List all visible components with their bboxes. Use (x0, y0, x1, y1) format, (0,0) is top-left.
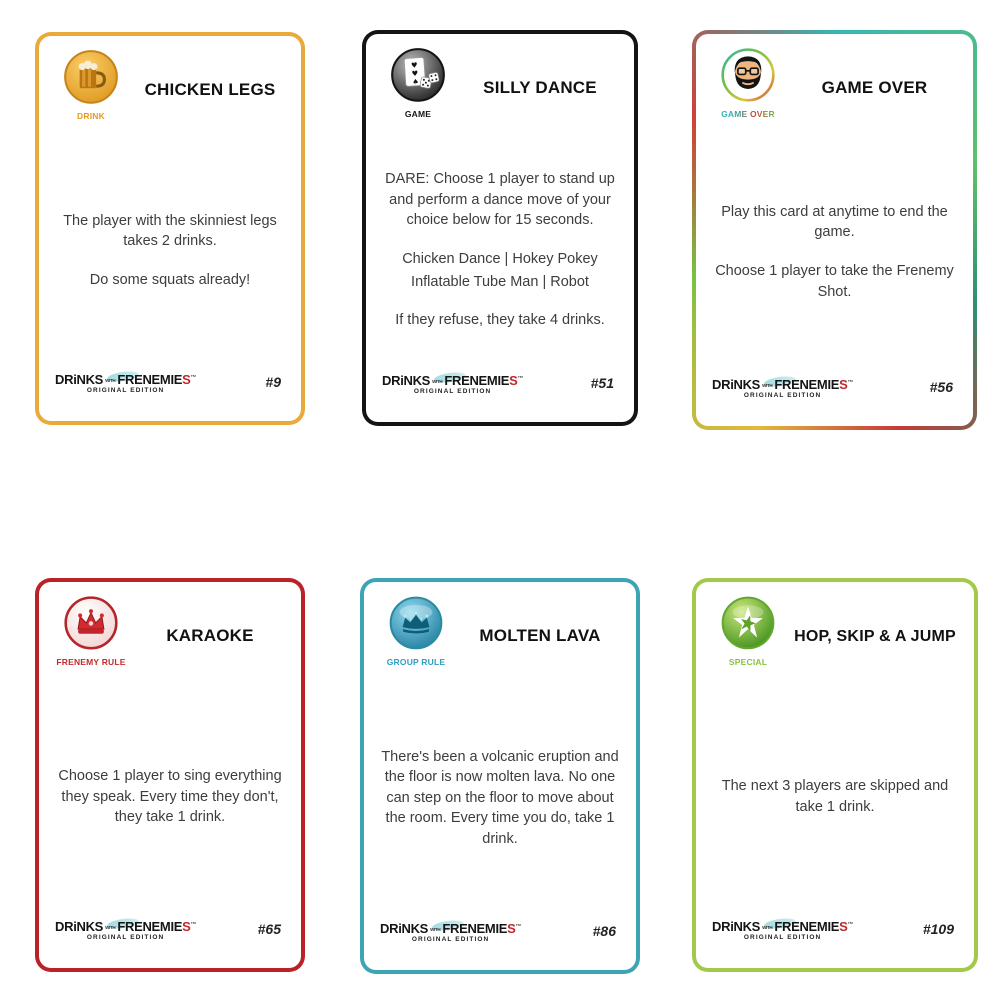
category-label: DRINK (77, 111, 105, 121)
card-footer (696, 364, 973, 426)
card-number: #9 (265, 374, 281, 390)
card-body-text: If they refuse, they take 4 drinks. (395, 312, 605, 329)
card-header (366, 34, 634, 146)
card-body (696, 146, 973, 364)
svg-text:♥: ♥ (410, 60, 418, 70)
card-karaoke (35, 578, 305, 972)
svg-text:♥: ♥ (411, 68, 419, 79)
card-body (39, 148, 301, 359)
category-label: GROUP RULE (386, 657, 446, 667)
card-silly-dance (362, 30, 638, 426)
green-star-icon (717, 594, 779, 656)
card-number: #86 (592, 923, 616, 939)
drinks-with-frenemies-logo: DRiNKS WITH FRENEMIES™ ORIGINAL EDITION (382, 374, 523, 396)
drinks-with-frenemies-logo: DRiNKS WITH FRENEMIES™ ORIGINAL EDITION (55, 920, 196, 942)
card-chicken-legs (35, 32, 305, 425)
category-label: SPECIAL (728, 657, 768, 667)
category-label: GAME OVER (721, 109, 775, 119)
svg-text:♠: ♠ (411, 76, 420, 87)
card-header (364, 582, 636, 694)
card-number: #51 (590, 375, 614, 391)
edition-label: ORIGINAL EDITION (743, 392, 822, 400)
edition-label: ORIGINAL EDITION (743, 934, 822, 942)
drinks-with-frenemies-logo: DRiNKS WITH FRENEMIES™ ORIGINAL EDITION (712, 378, 853, 400)
card-header (696, 582, 974, 694)
card-footer (364, 908, 636, 970)
card-header (696, 34, 973, 146)
beer-mug-icon (60, 48, 122, 110)
card-footer (39, 906, 301, 968)
card-number: #65 (257, 921, 281, 937)
category-label: GAME (404, 109, 432, 119)
card-body (366, 146, 634, 360)
card-body (39, 694, 301, 906)
edition-label: ORIGINAL EDITION (86, 387, 165, 395)
bearded-man-icon (717, 46, 779, 108)
card-body-text: Choose 1 player to take the Frenemy Shot. (715, 263, 954, 300)
edition-label: ORIGINAL EDITION (413, 388, 492, 396)
card-header (39, 582, 301, 694)
card-title: CHICKEN LEGS (144, 80, 276, 99)
card-footer (696, 906, 974, 968)
card-title: KARAOKE (166, 626, 254, 645)
card-title: MOLTEN LAVA (479, 626, 601, 645)
playing-card-dice-icon (387, 46, 449, 108)
card-title: HOP, SKIP & A JUMP (794, 628, 956, 645)
card-game-over (692, 30, 977, 430)
card-molten-lava (360, 578, 640, 974)
drinks-with-frenemies-logo: DRiNKS WITH FRENEMIES™ ORIGINAL EDITION (380, 922, 521, 944)
drinks-with-frenemies-logo: DRiNKS WITH FRENEMIES™ ORIGINAL EDITION (55, 373, 196, 395)
card-header (39, 36, 301, 148)
card-body-text: There's been a volcanic eruption and the floor is now molten lava. No one can step on the floor to move about the room. Every time you do, take 1 drink. (381, 748, 619, 847)
card-body-text: Chicken Dance | Hokey Pokey (402, 251, 598, 267)
blue-crown-icon (385, 594, 447, 656)
card-footer (39, 359, 301, 421)
card-body-text: The next 3 players are skipped and take 1 drink. (721, 778, 949, 815)
card-hop-skip-jump (692, 578, 978, 972)
card-title: GAME OVER (821, 78, 928, 97)
drinks-with-frenemies-logo: DRiNKS WITH FRENEMIES™ ORIGINAL EDITION (712, 920, 853, 942)
card-number: #109 (922, 921, 954, 937)
card-body-text: Play this card at anytime to end the game. (721, 203, 948, 241)
card-body (696, 694, 974, 906)
edition-label: ORIGINAL EDITION (86, 934, 165, 942)
card-body-text: Inflatable Tube Man | Robot (411, 273, 589, 290)
card-body-text: Choose 1 player to sing everything they speak. Every time they don't, they take 1 drink. (58, 768, 282, 826)
card-body-text: The player with the skinniest legs takes 2 drinks. (63, 212, 277, 250)
card-title: SILLY DANCE (483, 78, 597, 97)
edition-label: ORIGINAL EDITION (411, 936, 490, 944)
card-body-text: DARE: Choose 1 player to stand up and perform a dance move of your choice below for 15 seconds. (385, 171, 615, 229)
card-footer (366, 360, 634, 422)
card-body (364, 694, 636, 908)
card-number: #56 (929, 379, 953, 395)
card-body-text: Do some squats already! (89, 271, 251, 288)
category-label: FRENEMY RULE (56, 657, 126, 667)
red-crown-icon (60, 594, 122, 656)
